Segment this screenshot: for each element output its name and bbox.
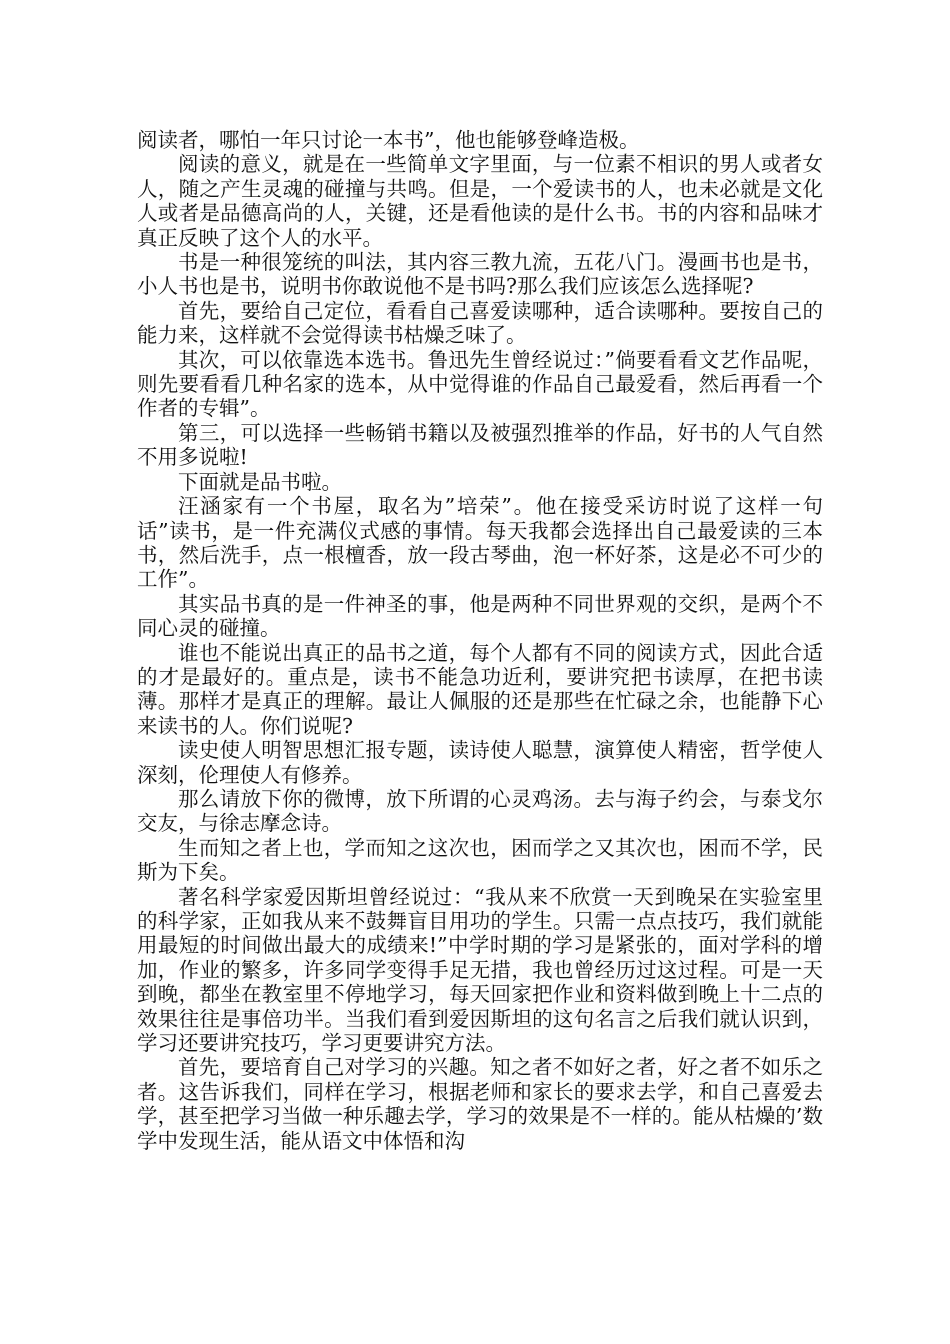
paragraph-1: 阅读者，哪怕一年只讨论一本书”，他也能够登峰造极。	[137, 128, 640, 152]
paragraph-6: 第三，可以选择一些畅销书籍以及被强烈推举的作品，好书的人气自然不用多说啦!	[137, 420, 823, 470]
paragraph-11: 读史使人明智思想汇报专题，读诗使人聪慧，演算使人精密，哲学使人深刻，伦理使人有修养。	[137, 738, 823, 787]
paragraph-9: 其实品书真的是一件神圣的事，他是两种不同世界观的交织，是两个不同心灵的碰撞。	[137, 591, 823, 641]
paragraph-5: 其次，可以依靠选本选书。鲁迅先生曾经说过：”倘要看看文艺作品呢，则先要看看几种名家的选本，从中觉得谁的作品自己最爱看，然后再看一个作者的专辑”。	[137, 347, 823, 421]
paragraph-8: 汪涵家有一个书屋，取名为”培荣”。他在接受采访时说了这样一句话”读书，是一件充满仪式感的事情。每天我都会选择出自己最爱读的三本书，然后洗手，点一根檀香，放一段古琴曲，泡一杯好茶，这是必不可少的工作”。	[137, 494, 823, 592]
paragraph-7: 下面就是品书啦。	[178, 469, 342, 494]
paragraph-15: 首先，要培育自己对学习的兴趣。知之者不如好之者，好之者不如乐之者。这告诉我们，同样在学习，根据老师和家长的要求去学，和自己喜爱去学，甚至把学习当做一种乐趣去学，学习的效果是不一样的。能从枯燥的’数学中发现生活，能从语文中体悟和沟	[137, 1055, 823, 1153]
paragraph-14: 著名科学家爱因斯坦曾经说过：“我从来不欣赏一天到晚呆在实验室里的科学家，正如我从来不鼓舞盲目用功的学生。只需一点点技巧，我们就能用最短的时间做出最大的成绩来!”中学时期的学习是紧张的，面对学科的增加，作业的繁多，许多同学变得手足无措，我也曾经历过这过程。可是一天到晚，都坐在教室里不停地学习，每天回家把作业和资料做到晚上十二点的效果往往是事倍功半。当我们看到爱因斯坦的这句名言之后我们就认识到，学习还要讲究技巧，学习更要讲究方法。	[137, 884, 823, 1056]
paragraph-12: 那么请放下你的微博，放下所谓的心灵鸡汤。去与海子约会，与泰戈尔交友，与徐志摩念诗。	[137, 786, 823, 836]
paragraph-2: 阅读的意义，就是在一些简单文字里面，与一位素不相识的男人或者女人，随之产生灵魂的碰撞与共鸣。但是，一个爱读书的人，也未必就是文化人或者是品德高尚的人，关键，还是看他读的是什么书。书的内容和品味才真正反映了这个人的水平。	[137, 152, 823, 250]
paragraph-4: 首先，要给自己定位，看看自己喜爱读哪种，适合读哪种。要按自己的能力来，这样就不会觉得读书枯燥乏味了。	[137, 298, 823, 348]
body-text	[137, 128, 823, 1153]
paragraph-10: 谁也不能说出真正的品书之道，每个人都有不同的阅读方式，因此合适的才是最好的。重点是，读书不能急功近利，要讲究把书读厚，在把书读薄。那样才是真正的理解。最让人佩服的还是那些在忙碌之余，也能静下心来读书的人。你们说呢?	[137, 640, 823, 738]
paragraph-13: 生而知之者上也，学而知之这次也，困而学之又其次也，困而不学，民斯为下矣。	[137, 835, 823, 885]
paragraph-3: 书是一种很笼统的叫法，其内容三教九流，五花八门。漫画书也是书，小人书也是书，说明书你敢说他不是书吗?那么我们应该怎么选择呢?	[137, 250, 823, 299]
